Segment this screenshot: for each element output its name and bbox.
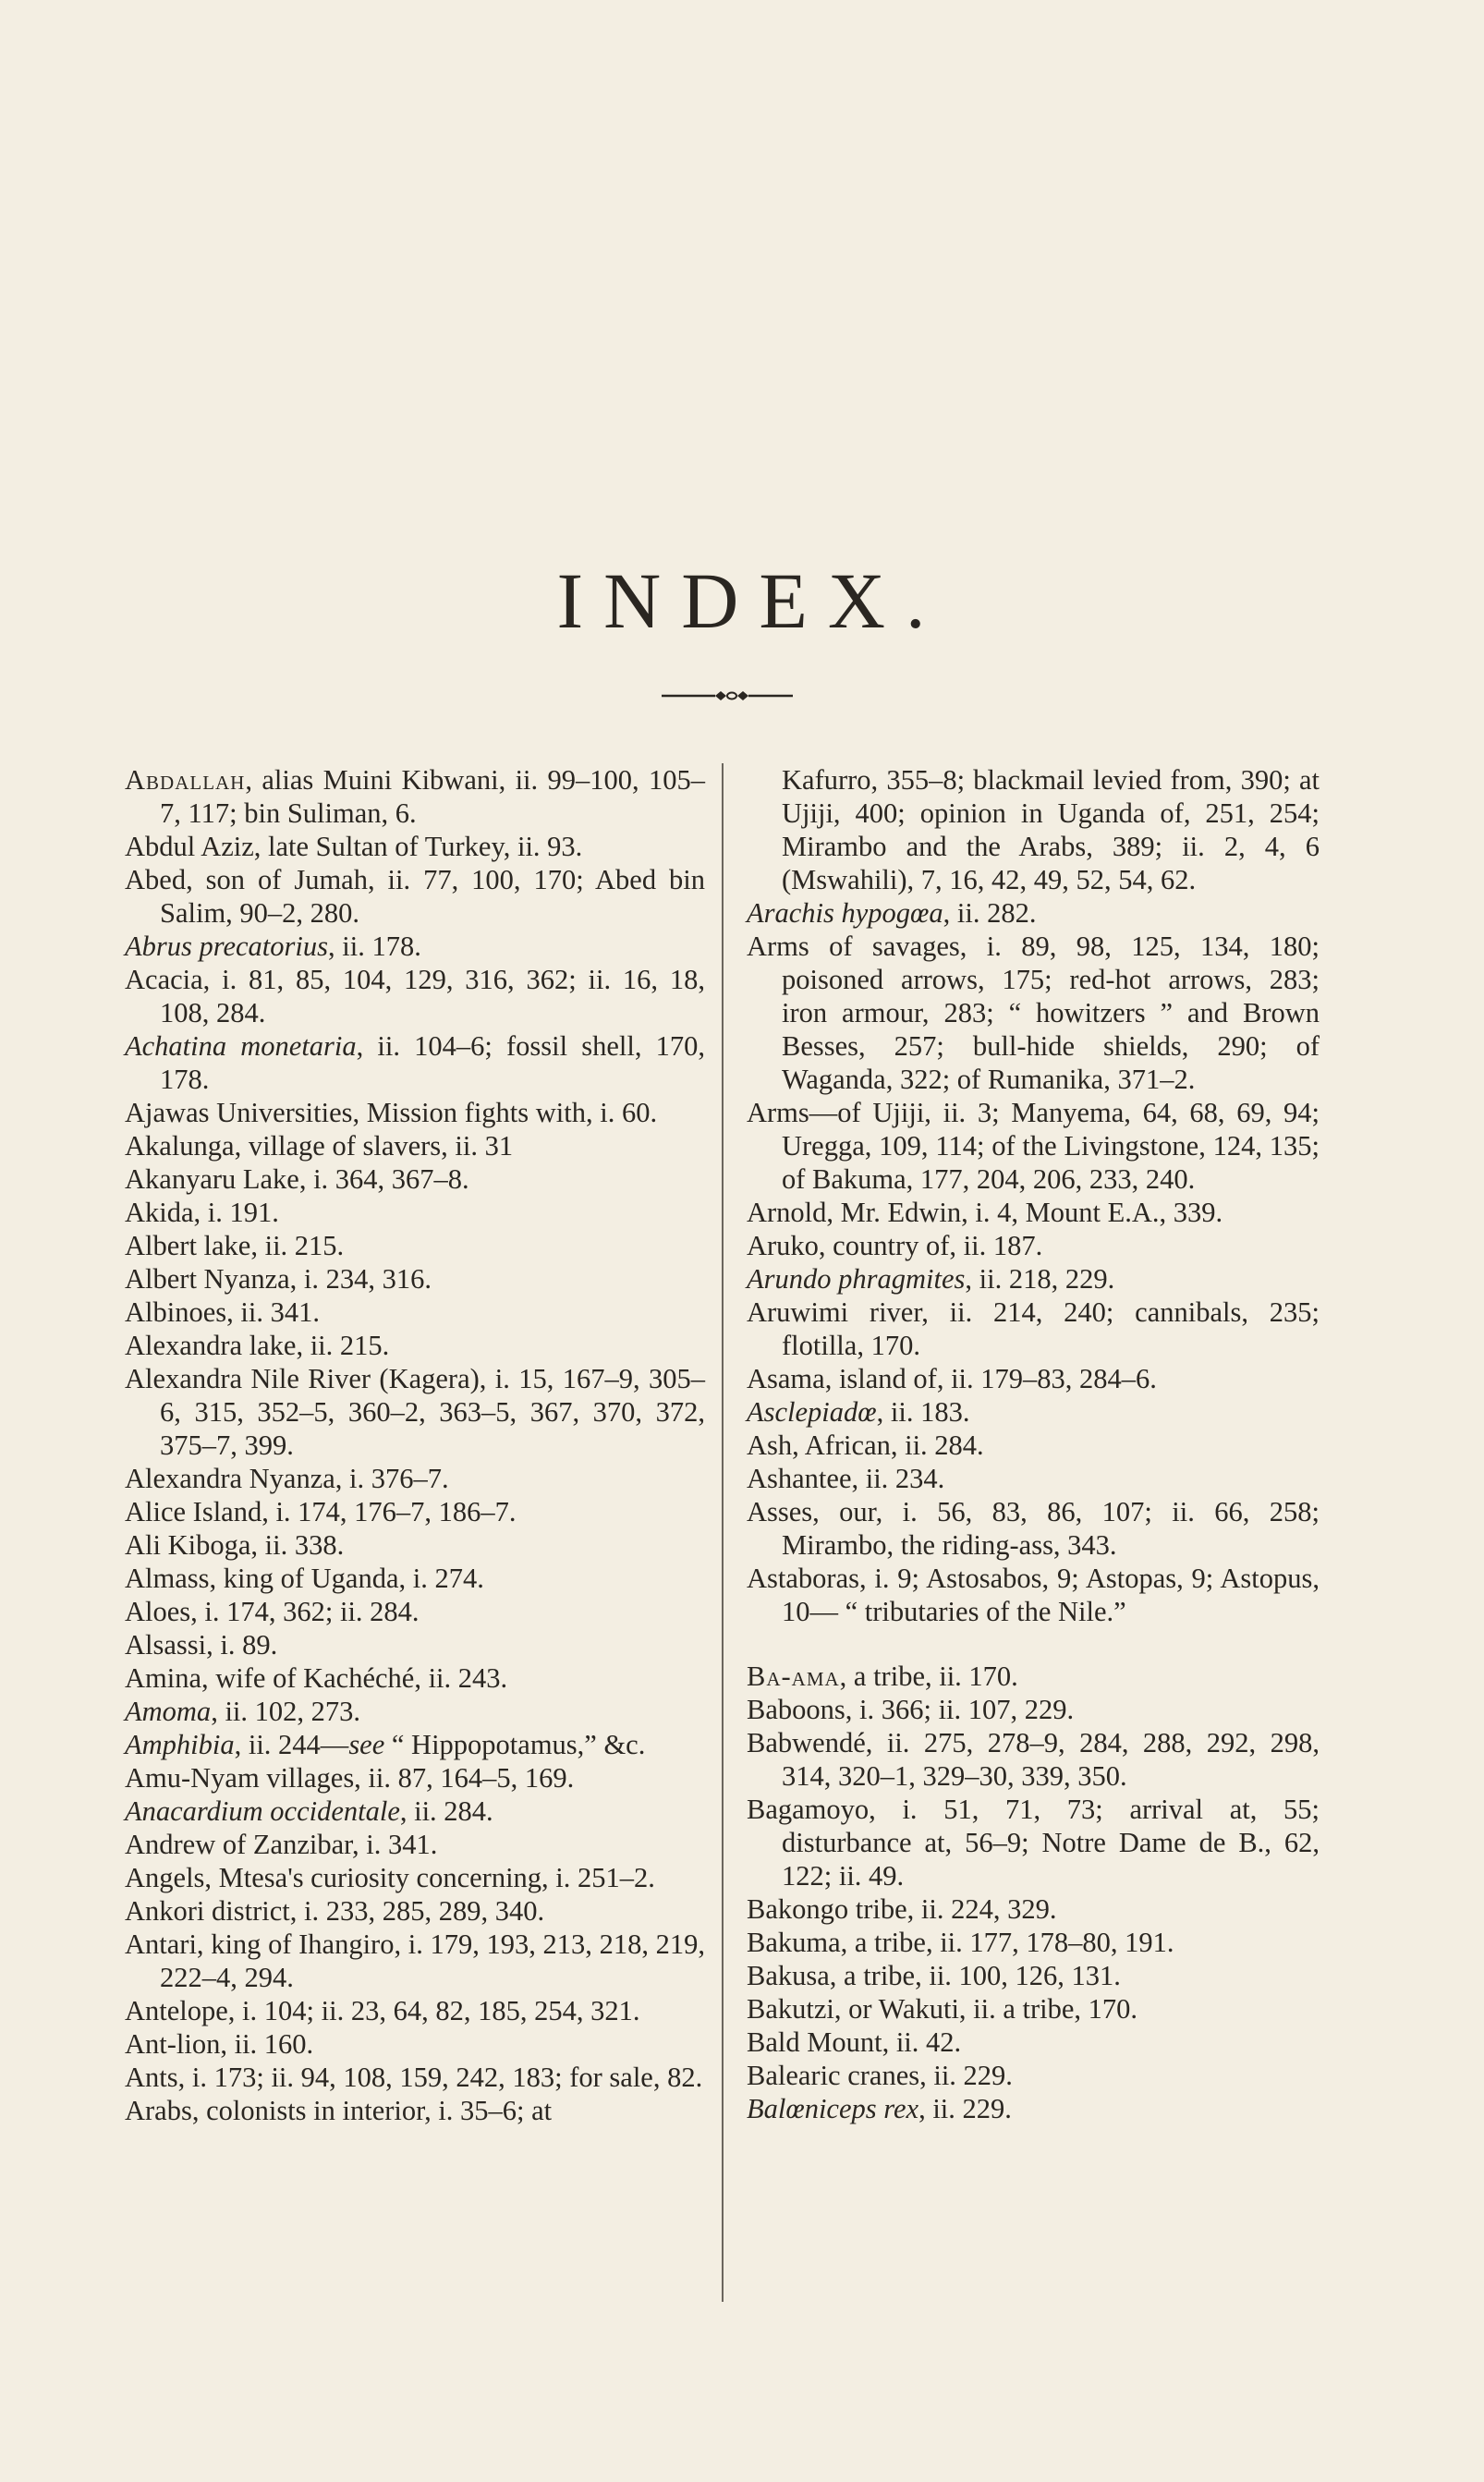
entry-text: Alice Island, i. 174, 176–7, 186–7. xyxy=(125,1496,517,1527)
entry-text: Acacia, i. 81, 85, 104, 129, 316, 362; ii. 16, 18, 108, 284. xyxy=(125,964,705,1028)
entry-text: Kafurro, 355–8; blackmail levied from, 390; at Ujiji, 400; opinion in Uganda of, 251, 254; Mirambo and the Arabs, 389; ii. 2, 4, 6 (Mswahili), 7, 16, 42, 49, 52, 54, 62. xyxy=(782,764,1320,895)
entry-text: Bakutzi, or Wakuti, ii. a tribe, 170. xyxy=(747,1993,1138,2025)
index-column-left xyxy=(125,763,705,2127)
index-entry xyxy=(747,1296,1320,1362)
entry-text: , a tribe, ii. 170. xyxy=(839,1661,1018,1692)
index-entry xyxy=(125,1262,705,1296)
entry-italic-term: Balœniceps rex xyxy=(747,2093,919,2124)
index-entry xyxy=(747,1096,1320,1196)
entry-text: Ali Kiboga, ii. 338. xyxy=(125,1529,345,1561)
entry-text: Arnold, Mr. Edwin, i. 4, Mount E.A., 339. xyxy=(747,1197,1223,1228)
entry-text: Bakuma, a tribe, ii. 177, 178–80, 191. xyxy=(747,1927,1174,1958)
index-entry xyxy=(125,1562,705,1595)
index-entry xyxy=(747,930,1320,1096)
title-ornament xyxy=(662,689,793,702)
entry-text: , ii. 284. xyxy=(399,1795,493,1827)
entry-text: , ii. 218, 229. xyxy=(965,1263,1115,1295)
index-entry xyxy=(125,1894,705,1928)
index-entry xyxy=(125,1495,705,1528)
entry-text: Akanyaru Lake, i. 364, 367–8. xyxy=(125,1163,469,1195)
index-entry xyxy=(125,1828,705,1861)
entry-text: Angels, Mtesa's curiosity concerning, i. 251–2. xyxy=(125,1862,655,1893)
entry-italic-term: see xyxy=(348,1729,385,1760)
index-entry xyxy=(125,1129,705,1162)
entry-text: Arms of savages, i. 89, 98, 125, 134, 180; poisoned arrows, 175; red-hot arrows, 283; iron armour, 283; “ howitzers ” and Brown Besses, 257; bull-hide shields, 290; of Waganda, 322; of Rumanika, 371–2. xyxy=(747,931,1320,1095)
entry-italic-term: Arundo phragmites xyxy=(747,1263,966,1295)
entry-text: Amina, wife of Kachéché, ii. 243. xyxy=(125,1662,508,1694)
entry-text: Aloes, i. 174, 362; ii. 284. xyxy=(125,1596,420,1627)
entry-text: Bald Mount, ii. 42. xyxy=(747,2026,962,2058)
index-entry xyxy=(125,2061,705,2094)
entry-text: Bakongo tribe, ii. 224, 329. xyxy=(747,1893,1057,1925)
index-entry xyxy=(747,2059,1320,2092)
index-entry xyxy=(747,2026,1320,2059)
entry-text: Aruwimi river, ii. 214, 240; cannibals, 235; flotilla, 170. xyxy=(747,1296,1320,1361)
index-entry xyxy=(125,1362,705,1462)
index-entry xyxy=(125,1661,705,1695)
index-entry xyxy=(747,1395,1320,1429)
column-divider xyxy=(722,763,724,2302)
entry-text: Baboons, i. 366; ii. 107, 229. xyxy=(747,1694,1075,1725)
entry-text: “ Hippopotamus,” &c. xyxy=(384,1729,646,1760)
entry-text: Arabs, colonists in interior, i. 35–6; at xyxy=(125,2095,553,2126)
index-entry xyxy=(125,1162,705,1196)
entry-text: , ii. 178. xyxy=(328,931,421,962)
index-entry xyxy=(747,1793,1320,1892)
entry-text: , ii. 244— xyxy=(234,1729,349,1760)
entry-text: Arms—of Ujiji, ii. 3; Manyema, 64, 68, 69, 94; Uregga, 109, 114; of the Livingstone, 124, 135; of Bakuma, 177, 204, 206, 233, 240. xyxy=(747,1097,1320,1195)
entry-text: Alexandra lake, ii. 215. xyxy=(125,1330,390,1361)
index-entry xyxy=(125,1628,705,1661)
entry-italic-term: Achatina monetaria xyxy=(125,1030,357,1062)
index-entry xyxy=(125,763,705,830)
index-entry xyxy=(747,1892,1320,1926)
entry-text: Alexandra Nyanza, i. 376–7. xyxy=(125,1463,449,1494)
index-entry xyxy=(747,763,1320,896)
index-entry xyxy=(125,2027,705,2061)
index-entry xyxy=(125,1096,705,1129)
entry-text: Abdul Aziz, late Sultan of Turkey, ii. 93. xyxy=(125,831,583,862)
entry-text: Ajawas Universities, Mission fights with, i. 60. xyxy=(125,1097,658,1128)
index-entry xyxy=(125,1795,705,1828)
entry-italic-term: Arachis hypogœa xyxy=(747,897,943,929)
entry-text: Ashantee, ii. 234. xyxy=(747,1463,945,1494)
entry-text: , ii. 183. xyxy=(876,1396,970,1428)
entry-italic-term: Asclepiadœ xyxy=(747,1396,877,1428)
index-entry xyxy=(125,930,705,963)
index-entry xyxy=(125,830,705,863)
index-entry xyxy=(125,1329,705,1362)
index-entry xyxy=(125,1994,705,2027)
index-entry xyxy=(125,1528,705,1562)
index-entry xyxy=(125,963,705,1029)
entry-text: Albert lake, ii. 215. xyxy=(125,1230,345,1261)
index-entry xyxy=(747,2092,1320,2125)
entry-italic-term: Amoma xyxy=(125,1696,212,1727)
entry-text: Alexandra Nile River (Kagera), i. 15, 167–9, 305–6, 315, 352–5, 360–2, 363–5, 367, 370, 372, 375–7, 399. xyxy=(125,1363,705,1461)
index-entry xyxy=(747,1562,1320,1628)
index-column-right xyxy=(747,763,1320,2125)
entry-text: Ash, African, ii. 284. xyxy=(747,1430,984,1461)
index-entry xyxy=(125,1761,705,1795)
index-entry xyxy=(747,1429,1320,1462)
entry-text: Ankori district, i. 233, 285, 289, 340. xyxy=(125,1895,545,1927)
entry-italic-term: Abrus precatorius xyxy=(125,931,328,962)
entry-text: Aruko, country of, ii. 187. xyxy=(747,1230,1043,1261)
entry-text: Abed, son of Jumah, ii. 77, 100, 170; Abed bin Salim, 90–2, 280. xyxy=(125,864,705,929)
entry-text: Antelope, i. 104; ii. 23, 64, 82, 185, 254, 321. xyxy=(125,1995,640,2026)
entry-text: Alsassi, i. 89. xyxy=(125,1629,278,1661)
entry-heading: Abdallah xyxy=(125,764,246,796)
index-entry xyxy=(747,1262,1320,1296)
index-entry xyxy=(747,1693,1320,1726)
entry-text: , ii. 282. xyxy=(943,897,1037,929)
index-entry xyxy=(125,1029,705,1096)
entry-italic-term: Amphibia xyxy=(125,1729,235,1760)
index-entry xyxy=(125,1229,705,1262)
index-entry xyxy=(747,1959,1320,1992)
index-entry xyxy=(747,1462,1320,1495)
index-entry xyxy=(125,2094,705,2127)
entry-text: Asama, island of, ii. 179–83, 284–6. xyxy=(747,1363,1157,1394)
index-entry xyxy=(747,1992,1320,2026)
index-entry xyxy=(747,1196,1320,1229)
section-gap xyxy=(747,1628,1320,1660)
entry-text: Amu-Nyam villages, ii. 87, 164–5, 169. xyxy=(125,1762,575,1794)
index-entry xyxy=(125,1928,705,1994)
entry-text: , ii. 229. xyxy=(918,2093,1012,2124)
index-entry xyxy=(125,1695,705,1728)
entry-heading: Ba-ama xyxy=(747,1661,840,1692)
entry-text: Ant-lion, ii. 160. xyxy=(125,2028,314,2060)
entry-text: , ii. 102, 273. xyxy=(211,1696,361,1727)
index-entry xyxy=(747,1362,1320,1395)
index-entry xyxy=(747,1926,1320,1959)
index-entry xyxy=(747,1495,1320,1562)
index-entry xyxy=(747,896,1320,930)
entry-text: , alias Muini Kibwani, ii. 99–100, 105–7, 117; bin Suliman, 6. xyxy=(160,764,705,829)
entry-text: Antari, king of Ihangiro, i. 179, 193, 213, 218, 219, 222–4, 294. xyxy=(125,1928,705,1993)
entry-text: Albert Nyanza, i. 234, 316. xyxy=(125,1263,432,1295)
index-entry xyxy=(747,1660,1320,1693)
index-entry xyxy=(125,863,705,930)
entry-text: Babwendé, ii. 275, 278–9, 284, 288, 292, 298, 314, 320–1, 329–30, 339, 350. xyxy=(747,1727,1320,1792)
index-entry xyxy=(747,1726,1320,1793)
entry-text: Balearic cranes, ii. 229. xyxy=(747,2060,1013,2091)
entry-text: Astaboras, i. 9; Astosabos, 9; Astopas, 9; Astopus, 10— “ tributaries of the Nile.” xyxy=(747,1563,1320,1627)
entry-text: Albinoes, ii. 341. xyxy=(125,1296,320,1328)
entry-text: Bagamoyo, i. 51, 71, 73; arrival at, 55; disturbance at, 56–9; Notre Dame de B., 62, 122; ii. 49. xyxy=(747,1794,1320,1892)
index-entry xyxy=(747,1229,1320,1262)
entry-text: Ants, i. 173; ii. 94, 108, 159, 242, 183; for sale, 82. xyxy=(125,2062,703,2093)
entry-text: Asses, our, i. 56, 83, 86, 107; ii. 66, 258; Mirambo, the riding-ass, 343. xyxy=(747,1496,1320,1561)
index-entry xyxy=(125,1196,705,1229)
index-entry xyxy=(125,1861,705,1894)
index-entry xyxy=(125,1296,705,1329)
index-entry xyxy=(125,1462,705,1495)
page-title: INDEX. xyxy=(556,556,946,645)
index-entry xyxy=(125,1595,705,1628)
entry-text: Andrew of Zanzibar, i. 341. xyxy=(125,1829,438,1860)
entry-text: Bakusa, a tribe, ii. 100, 126, 131. xyxy=(747,1960,1121,1991)
entry-text: Akida, i. 191. xyxy=(125,1197,279,1228)
entry-text: , ii. 104–6; fossil shell, 170, 178. xyxy=(160,1030,706,1095)
entry-text: Almass, king of Uganda, i. 274. xyxy=(125,1563,484,1594)
index-entry xyxy=(125,1728,705,1761)
entry-italic-term: Anacardium occidentale xyxy=(125,1795,400,1827)
entry-text: Akalunga, village of slavers, ii. 31 xyxy=(125,1130,514,1162)
